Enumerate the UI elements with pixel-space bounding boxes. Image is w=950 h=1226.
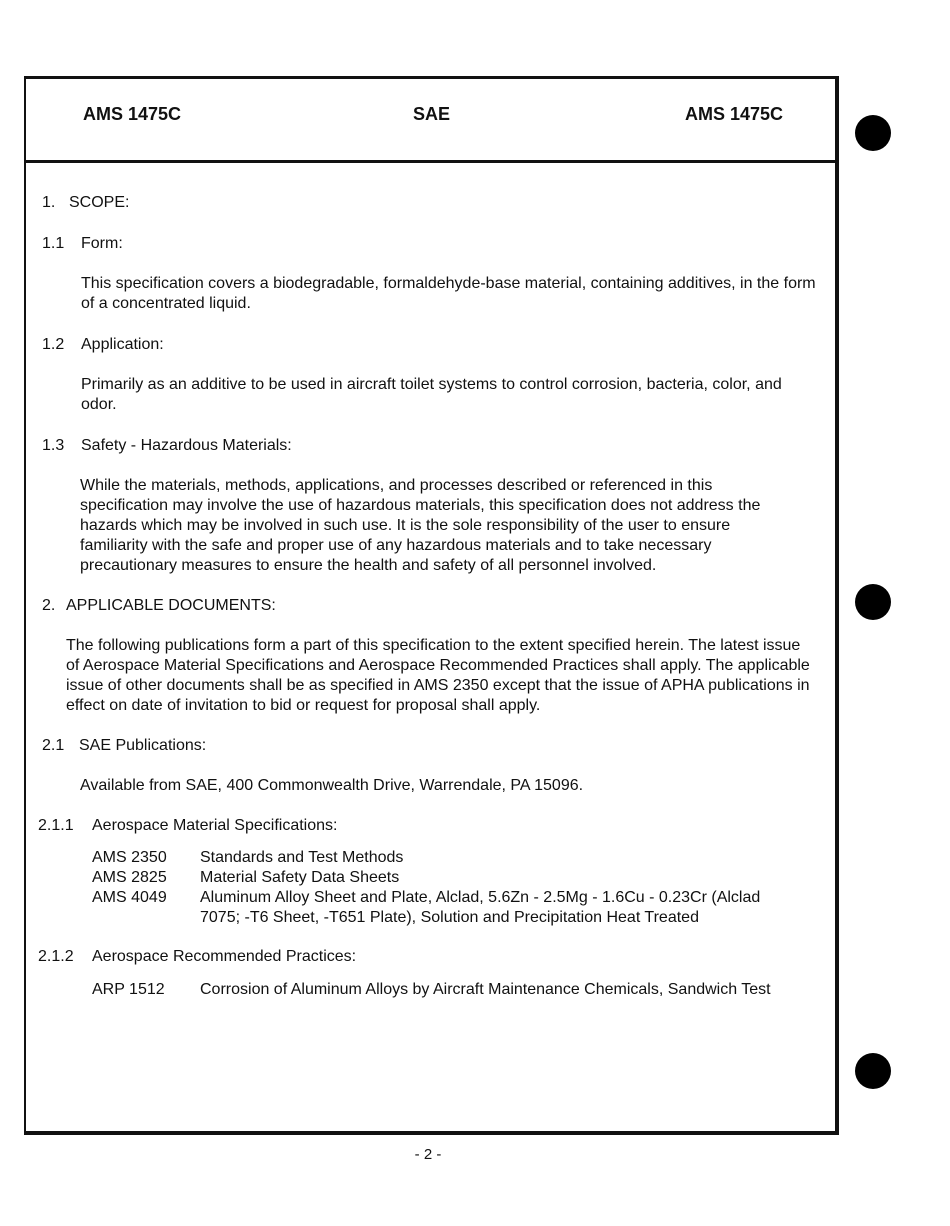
doc-code: AMS 4049	[92, 889, 167, 906]
doc-code: AMS 2350	[92, 849, 167, 866]
doc-title: Corrosion of Aluminum Alloys by Aircraft Maintenance Chemicals, Sandwich Test	[200, 981, 771, 998]
punch-hole-middle	[855, 584, 891, 620]
section-number: 1.3	[42, 437, 65, 454]
doc-title: Material Safety Data Sheets	[200, 869, 400, 886]
sae-address: Available from SAE, 400 Commonwealth Drive, Warrendale, PA 15096.	[80, 777, 584, 794]
header-org: SAE	[413, 104, 451, 124]
section-number: 2.	[42, 597, 56, 614]
doc-title: Standards and Test Methods	[200, 849, 404, 866]
section-title-ams: Aerospace Material Specifications:	[92, 817, 338, 834]
section-number: 2.1	[42, 737, 65, 754]
punch-hole-bottom	[855, 1053, 891, 1089]
doc-code: AMS 2825	[92, 869, 167, 886]
section-number: 1.1	[42, 235, 65, 252]
section-title-applicable-documents: APPLICABLE DOCUMENTS:	[66, 597, 276, 614]
section-number: 2.1.1	[38, 817, 74, 834]
section-title-sae-publications: SAE Publications:	[79, 737, 207, 754]
application-paragraph: Primarily as an additive to be used in aircraft toilet systems to control corrosion, bacteria, color, and odor.	[81, 376, 782, 413]
form-paragraph: This specification covers a biodegradable, formaldehyde-base material, containing additives, in the form of a concentrated liquid.	[81, 275, 816, 312]
section-number: 2.1.2	[38, 948, 74, 965]
section-number: 1.	[42, 194, 56, 211]
section-title-application: Application:	[81, 336, 164, 353]
page-number: - 2 -	[414, 1146, 442, 1163]
applicable-documents-paragraph: The following publications form a part of this specification to the extent specified herein. The latest issue of Aerospace Material Specifications and Aerospace Recommended Practices shall apply. The applicable issue of other documents shall be as specified in AMS 2350 except that the issue of APHA publications in effect on date of invitation to bid or request for proposal shall apply.	[66, 637, 810, 714]
section-title-scope: SCOPE:	[69, 194, 130, 211]
header-divider	[26, 160, 835, 163]
doc-title: Aluminum Alloy Sheet and Plate, Alclad, 5.6Zn - 2.5Mg - 1.6Cu - 0.23Cr (Alclad 7075; -T6 Sheet, -T651 Plate), Solution and Precipitation Heat Treated	[200, 889, 761, 926]
header-doc-id-right: AMS 1475C	[685, 104, 784, 124]
section-title-form: Form:	[81, 235, 123, 252]
safety-paragraph: While the materials, methods, applications, and processes described or referenced in this specification may involve the use of hazardous materials, this specification does not address the hazards which may be involved in such use. It is the sole responsibility of the user to ensure familiarity with the safe and proper use of any hazardous materials and to take necessary precautionary measures to ensure the health and safety of all personnel involved.	[80, 477, 761, 574]
section-number: 1.2	[42, 336, 65, 353]
header-doc-id-left: AMS 1475C	[83, 104, 182, 124]
punch-hole-top	[855, 115, 891, 151]
section-title-safety: Safety - Hazardous Materials:	[81, 437, 292, 454]
doc-code: ARP 1512	[92, 981, 165, 998]
section-title-arp: Aerospace Recommended Practices:	[92, 948, 357, 965]
